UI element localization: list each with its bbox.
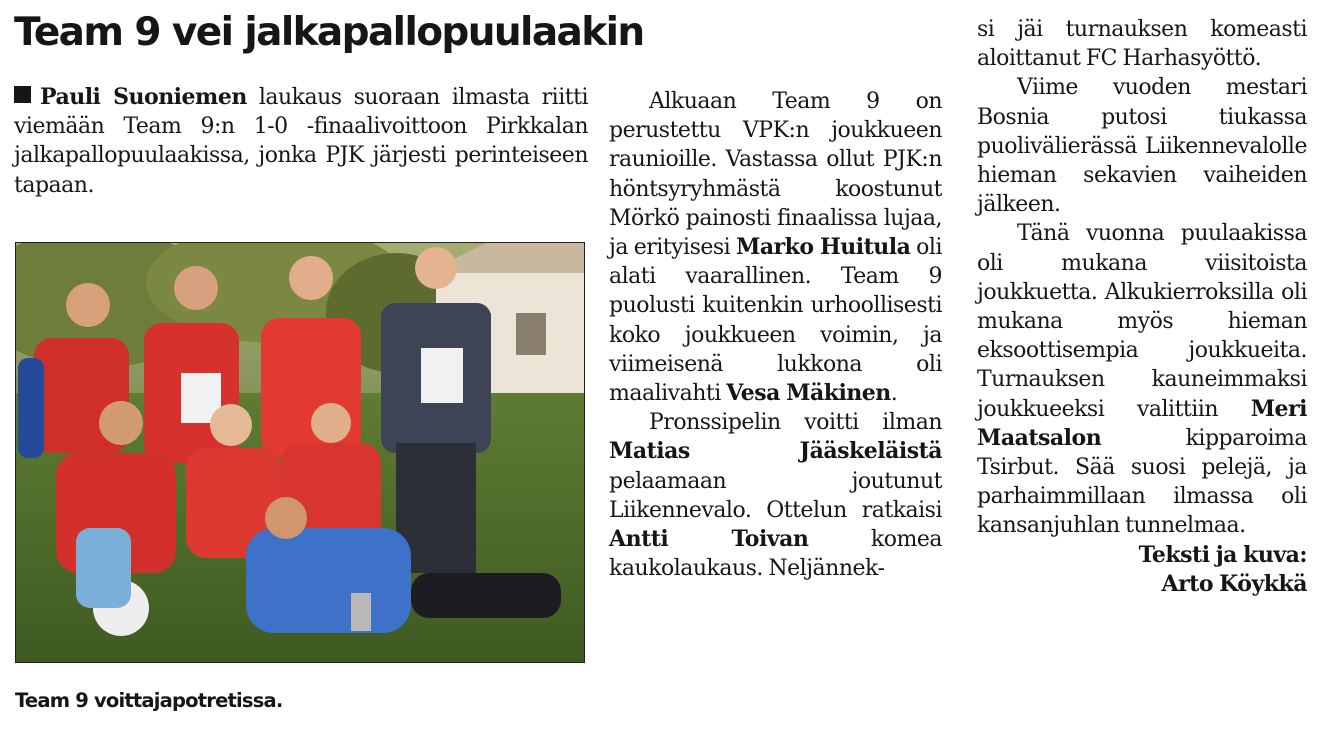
col3-paragraph-1: Viime vuoden mestari Bosnia putosi tiukassa puolivälierässä Liikennevalolle hieman sekavien vaiheiden jälkeen. <box>977 75 1307 218</box>
col3-p2-name: Meri Maatsalon <box>977 395 1307 451</box>
col2-p2-text-b: pelaamaan joutunut Liikennevalo. Ottelun ratkaisi <box>609 468 942 523</box>
col2-p1-text-b: oli alati vaarallinen. Team 9 puolusti kuitenkin urhoollisesti koko joukkueen voimin, ja viimeisenä lukkona oli maalivahti <box>609 235 942 407</box>
col2-p2-name-1: Matias Jääskeläistä <box>609 438 942 465</box>
col2-p2-text-c: komea kaukolaukaus. Neljännek- <box>609 527 942 582</box>
col2-p1-name-2: Vesa Mäkinen <box>726 380 891 407</box>
credit-line-2: Arto Köykkä <box>1161 570 1307 597</box>
col2-p1-name-1: Marko Huitula <box>735 234 911 261</box>
headline: Team 9 vei jalkapallopuulaakin <box>14 10 644 55</box>
col2-paragraph-1 <box>609 87 942 408</box>
col2-p2-text-a: Pronssipelin voitti ilman <box>649 410 942 436</box>
col2-p1-text-a: Alkuaan Team 9 on perustettu VPK:n joukkueen raunioille. Vastassa ollut PJK:n höntsyryhmästä koostunut Mörkö painosti finaalissa lujaa, ja erityisesi <box>609 89 942 261</box>
lead-paragraph <box>14 83 588 200</box>
col2-p1-text-c: . <box>890 381 898 407</box>
lead-name: Pauli Suoniemen <box>40 84 247 110</box>
credit-line-1: Teksti ja kuva: <box>1138 541 1307 568</box>
col3-p2-text-a: Tänä vuonna puulaakissa oli mukana viisitoista joukkuetta. Alkukierroksilla oli mukana myös hieman eksoottisempia joukkueita. Turnauksen kauneimmaksi joukkueeksi valittiin <box>977 221 1307 422</box>
photo-caption: Team 9 voittajapotretissa. <box>15 689 283 712</box>
team-photo <box>15 242 585 663</box>
col2-p2-name-2: Antti Toivan <box>609 526 809 553</box>
col3-paragraph-2 <box>977 219 1307 540</box>
col2-paragraph-2 <box>609 408 942 583</box>
column-3 <box>977 15 1307 599</box>
col3-paragraph-0: si jäi turnauksen komeasti aloittanut FC Harhasyöttö. <box>977 17 1307 72</box>
col3-p2-text-b: kipparoima Tsirbut. Sää suosi pelejä, ja parhaimmillaan ilmassa oli kansanjuhlan tunnelmaa. <box>977 425 1307 539</box>
lead-text: laukaus suoraan ilmasta riitti viemään Team 9:n 1-0 -finaalivoittoon Pirkkalan jalkapallopuulaakissa, jonka PJK järjesti perinteiseen tapaan. <box>14 85 588 198</box>
lead-square-icon <box>14 86 31 103</box>
column-2 <box>609 87 942 583</box>
